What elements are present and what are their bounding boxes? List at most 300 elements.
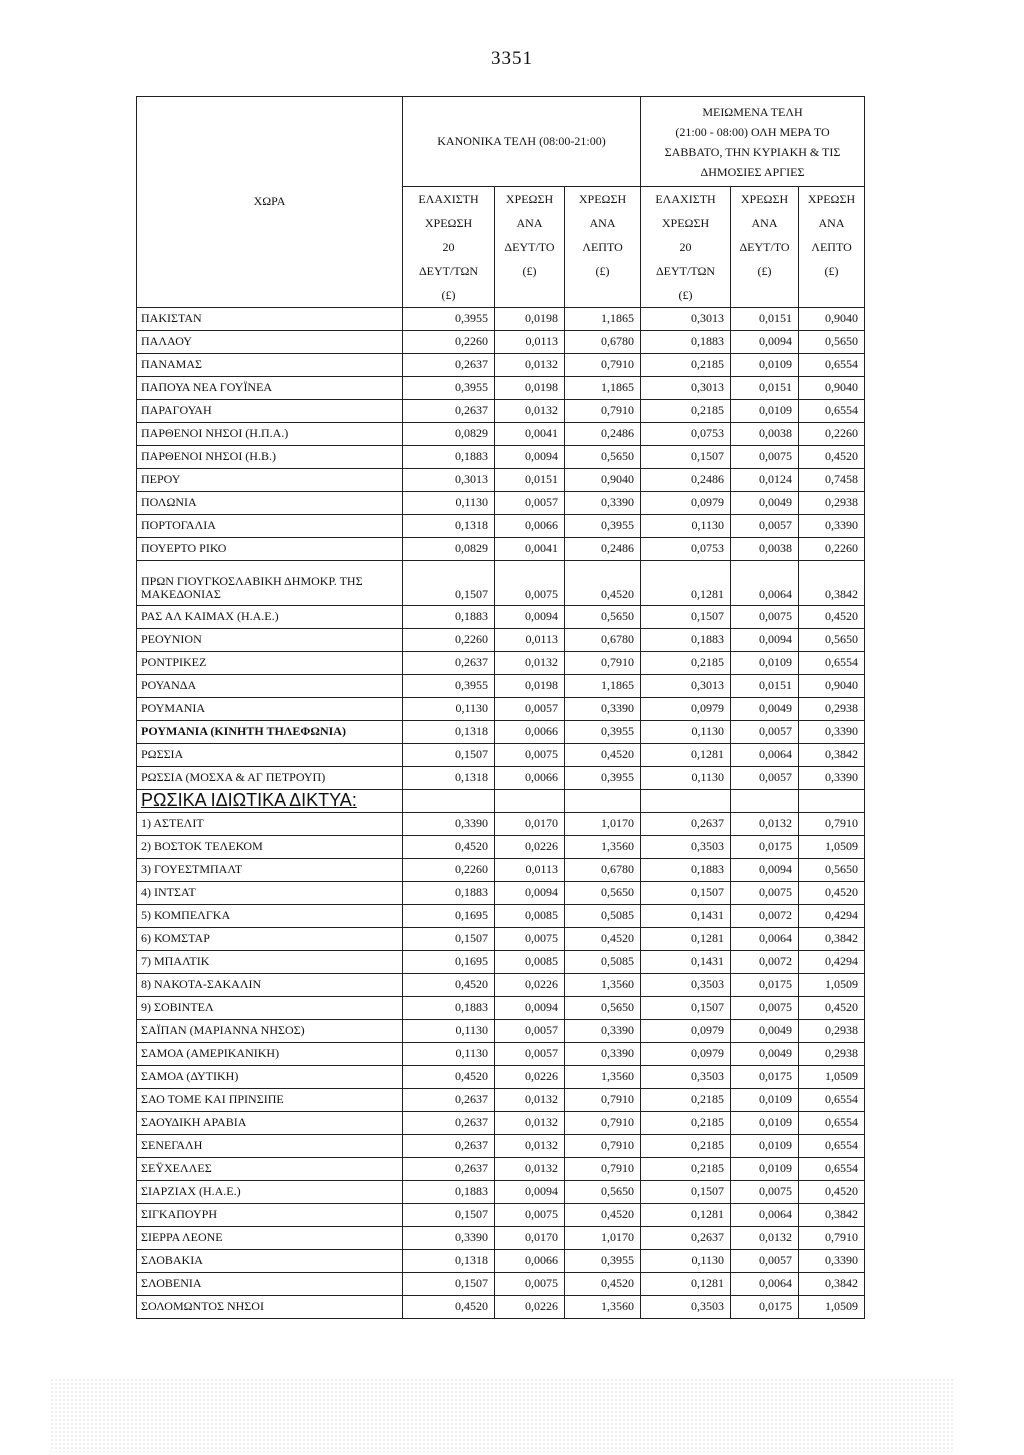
country-cell: ΠΑΠΟΥΑ ΝΕΑ ΓΟΥΪΝΕΑ (137, 377, 403, 400)
rate-cell: 0,3955 (403, 675, 495, 698)
rate-cell: 0,7910 (799, 813, 865, 836)
rate-cell: 0,0075 (731, 1181, 799, 1204)
rate-cell: 0,1883 (403, 997, 495, 1020)
country-cell: 8) ΝΑΚΟΤΑ-ΣΑΚΑΛΙΝ (137, 974, 403, 997)
rate-cell: 0,6554 (799, 1158, 865, 1181)
reduced-header-line: ΜΕΙΩΜΕΝΑ ΤΕΛΗ (702, 104, 803, 119)
rate-cell: 0,2185 (641, 1112, 731, 1135)
rate-cell: 0,2637 (641, 813, 731, 836)
table-row (137, 423, 865, 446)
rate-cell: 0,7910 (565, 400, 641, 423)
country-cell: ΣΕΫΧΕΛΛΕΣ (137, 1158, 403, 1181)
rate-cell: 0,2185 (641, 354, 731, 377)
header-line: (£) (824, 264, 839, 278)
rate-cell: 0,2637 (403, 354, 495, 377)
country-cell: ΠΑΛΑΟΥ (137, 331, 403, 354)
country-cell: ΣΟΛΟΜΩΝΤΟΣ ΝΗΣΟΙ (137, 1296, 403, 1319)
country-cell: ΠΟΥΕΡΤΟ ΡΙΚΟ (137, 538, 403, 561)
country-cell: ΡΩΣΣΙΑ (137, 744, 403, 767)
rate-cell: 0,9040 (799, 377, 865, 400)
country-cell: ΠΡΩΝ ΓΙΟΥΓΚΟΣΛΑΒΙΚΗ ΔΗΜΟΚΡ. ΤΗΣ ΜΑΚΕΔΟΝΙΑΣ (137, 561, 403, 606)
header-line: ΔΕΥΤ/ΤΟ (504, 240, 555, 254)
rate-cell: 1,0509 (799, 1066, 865, 1089)
rate-cell: 0,3390 (565, 492, 641, 515)
rate-cell (495, 790, 565, 813)
rate-cell (403, 790, 495, 813)
rate-cell: 0,0132 (495, 1158, 565, 1181)
rate-cell: 0,3013 (641, 308, 731, 331)
rate-cell: 0,1281 (641, 561, 731, 606)
table-row (137, 882, 865, 905)
rate-cell: 0,4520 (403, 1296, 495, 1319)
header-line: ΑΝΑ (818, 216, 845, 230)
rate-cell: 0,1431 (641, 951, 731, 974)
rate-cell: 0,0151 (731, 308, 799, 331)
table-row (137, 721, 865, 744)
country-cell: 2) ΒΟΣΤΟΚ ΤΕΛΕΚΟΜ (137, 836, 403, 859)
rate-cell: 0,3955 (403, 308, 495, 331)
rate-cell: 0,3013 (641, 377, 731, 400)
rate-cell: 0,3390 (565, 1020, 641, 1043)
table-row (137, 1066, 865, 1089)
rate-cell: 0,4294 (799, 905, 865, 928)
country-cell: ΣΕΝΕΓΑΛΗ (137, 1135, 403, 1158)
header-line: (£) (595, 264, 610, 278)
rate-cell: 0,4520 (799, 606, 865, 629)
rate-cell: 0,0049 (731, 1020, 799, 1043)
rate-cell: 0,1507 (641, 1181, 731, 1204)
rate-cell: 0,6554 (799, 400, 865, 423)
rate-cell: 0,0094 (495, 446, 565, 469)
rate-cell: 0,2260 (799, 423, 865, 446)
rate-cell: 0,1883 (403, 446, 495, 469)
rate-cell: 0,0057 (731, 515, 799, 538)
rate-cell: 0,0049 (731, 492, 799, 515)
rate-cell: 0,0066 (495, 767, 565, 790)
rate-cell: 0,6554 (799, 1112, 865, 1135)
table-row (137, 974, 865, 997)
rate-cell: 0,3390 (403, 813, 495, 836)
rate-cell: 1,3560 (565, 974, 641, 997)
rate-cell: 0,3390 (403, 1227, 495, 1250)
rate-cell: 0,3390 (799, 767, 865, 790)
rate-cell: 0,0066 (495, 1250, 565, 1273)
rate-cell: 0,5650 (799, 859, 865, 882)
rate-cell: 0,7910 (565, 1089, 641, 1112)
rate-cell: 0,1883 (403, 882, 495, 905)
rate-cell: 0,0979 (641, 698, 731, 721)
rate-cell: 0,1695 (403, 905, 495, 928)
table-row (137, 1250, 865, 1273)
rate-cell: 0,5085 (565, 905, 641, 928)
rate-cell: 1,3560 (565, 836, 641, 859)
rate-cell: 0,0064 (731, 561, 799, 606)
rate-cell: 0,0226 (495, 1066, 565, 1089)
rate-cell: 0,0151 (495, 469, 565, 492)
rate-cell: 0,1507 (641, 606, 731, 629)
rate-cell: 0,0109 (731, 1158, 799, 1181)
rate-cell: 0,1130 (403, 698, 495, 721)
rate-cell: 0,5650 (799, 331, 865, 354)
table-row (137, 1296, 865, 1319)
rate-cell: 1,0509 (799, 1296, 865, 1319)
rate-cell: 0,0132 (731, 813, 799, 836)
rate-cell: 0,7910 (799, 1227, 865, 1250)
rate-cell: 0,7910 (565, 354, 641, 377)
rate-cell: 0,0057 (731, 721, 799, 744)
rate-cell: 0,0064 (731, 1204, 799, 1227)
rate-cell: 0,0094 (731, 331, 799, 354)
rate-cell: 0,0041 (495, 423, 565, 446)
rate-cell: 0,0094 (731, 859, 799, 882)
header-line: ΧΡΕΩΣΗ (505, 192, 554, 206)
rate-cell: 0,1883 (641, 331, 731, 354)
rate-cell: 0,0132 (495, 400, 565, 423)
rate-cell: 0,0094 (495, 997, 565, 1020)
country-cell: ΣΙΑΡΖΙΑΧ (Η.Α.Ε.) (137, 1181, 403, 1204)
rate-cell: 0,0075 (495, 561, 565, 606)
rate-cell: 0,0175 (731, 1066, 799, 1089)
table-row (137, 652, 865, 675)
country-cell: ΣΑΪΠΑΝ (ΜΑΡΙΑΝΝΑ ΝΗΣΟΣ) (137, 1020, 403, 1043)
rate-cell: 0,4520 (799, 1181, 865, 1204)
header-country: ΧΩΡΑ (137, 97, 403, 308)
rate-cell: 0,0057 (495, 698, 565, 721)
country-cell: ΡΕΟΥΝΙΟΝ (137, 629, 403, 652)
country-cell: ΣΛΟΒΕΝΙΑ (137, 1273, 403, 1296)
rate-cell: 0,3842 (799, 1204, 865, 1227)
rate-cell: 0,3013 (641, 675, 731, 698)
country-cell: ΠΕΡΟΥ (137, 469, 403, 492)
rate-cell: 0,3390 (799, 721, 865, 744)
rate-cell: 0,1130 (641, 767, 731, 790)
table-row (137, 469, 865, 492)
rate-cell: 0,0075 (495, 744, 565, 767)
country-cell: ΣΙΕΡΡΑ ΛΕΟΝΕ (137, 1227, 403, 1250)
rate-cell: 0,0132 (495, 652, 565, 675)
rate-cell (565, 790, 641, 813)
rate-cell: 0,1507 (403, 1204, 495, 1227)
rate-cell: 0,6554 (799, 652, 865, 675)
rate-cell: 0,0109 (731, 1112, 799, 1135)
rate-cell: 0,0057 (495, 492, 565, 515)
rate-cell: 0,4520 (565, 744, 641, 767)
rate-cell: 0,0085 (495, 905, 565, 928)
rate-cell: 0,0829 (403, 423, 495, 446)
rate-cell (799, 790, 865, 813)
rate-cell: 0,0066 (495, 515, 565, 538)
rate-cell: 0,0109 (731, 1135, 799, 1158)
table-row (137, 790, 865, 813)
country-cell: ΠΑΚΙΣΤΑΝ (137, 308, 403, 331)
rate-cell: 0,0064 (731, 928, 799, 951)
rate-cell: 0,1507 (403, 1273, 495, 1296)
country-cell: 5) ΚΟΜΠΕΛΓΚΑ (137, 905, 403, 928)
rate-cell: 0,0049 (731, 698, 799, 721)
rate-cell: 1,0170 (565, 1227, 641, 1250)
table-row (137, 675, 865, 698)
rate-cell: 0,4520 (565, 928, 641, 951)
rate-cell: 0,1318 (403, 767, 495, 790)
header-line: (£) (441, 288, 456, 302)
rate-cell: 0,1281 (641, 1273, 731, 1296)
rate-cell: 0,2938 (799, 492, 865, 515)
rate-cell: 0,3390 (565, 1043, 641, 1066)
rate-cell: 0,0109 (731, 652, 799, 675)
table-row (137, 1227, 865, 1250)
rate-cell: 0,3503 (641, 836, 731, 859)
rate-cell: 0,0057 (731, 1250, 799, 1273)
rate-cell: 0,2260 (403, 331, 495, 354)
rate-cell: 0,2637 (403, 1089, 495, 1112)
rate-cell: 0,0132 (495, 1089, 565, 1112)
rate-cell: 0,3390 (799, 1250, 865, 1273)
table-row (137, 1158, 865, 1181)
header-line: 20 (679, 240, 692, 254)
rate-cell: 1,0509 (799, 974, 865, 997)
rate-cell: 0,2486 (641, 469, 731, 492)
rate-cell: 0,1281 (641, 744, 731, 767)
page-number: 3351 (491, 48, 533, 69)
country-cell: ΣΑΜΟΑ (ΑΜΕΡΙΚΑΝΙΚΗ) (137, 1043, 403, 1066)
rate-cell: 0,1883 (403, 606, 495, 629)
rate-cell: 0,0057 (731, 767, 799, 790)
rate-cell: 1,1865 (565, 308, 641, 331)
header-col-min-charge-reduced (641, 187, 731, 308)
country-cell: ΡΟΝΤΡΙΚΕΖ (137, 652, 403, 675)
rate-cell: 0,1507 (641, 997, 731, 1020)
rate-cell: 0,2637 (403, 1112, 495, 1135)
rate-cell: 0,0094 (495, 882, 565, 905)
rate-cell: 0,2486 (565, 538, 641, 561)
rate-cell: 0,0041 (495, 538, 565, 561)
country-cell: ΠΟΛΩΝΙΑ (137, 492, 403, 515)
header-line: ΧΡΕΩΣΗ (807, 192, 856, 206)
reduced-header-line: ΣΑΒΒΑΤΟ, ΤΗΝ ΚΥΡΙΑΚΗ & ΤΙΣ (664, 144, 841, 159)
table-row (137, 836, 865, 859)
rate-cell: 0,6554 (799, 1089, 865, 1112)
rate-cell: 0,0075 (731, 606, 799, 629)
rate-cell: 0,0979 (641, 492, 731, 515)
table-row (137, 377, 865, 400)
rate-cell: 0,3842 (799, 744, 865, 767)
scan-noise (50, 1378, 954, 1452)
rate-cell: 0,3503 (641, 1066, 731, 1089)
rate-cell: 0,9040 (799, 308, 865, 331)
country-cell: ΡΟΥΜΑΝΙΑ (ΚΙΝΗΤΗ ΤΗΛΕΦΩΝΙΑ) (137, 721, 403, 744)
rate-cell: 0,0979 (641, 1020, 731, 1043)
country-cell: ΣΛΟΒΑΚΙΑ (137, 1250, 403, 1273)
header-line: ΧΡΕΩΣΗ (424, 216, 473, 230)
rate-cell: 0,1130 (641, 515, 731, 538)
rate-cell: 0,0094 (731, 629, 799, 652)
header-line: ΛΕΠΤΟ (811, 240, 852, 254)
rate-cell: 0,0064 (731, 744, 799, 767)
country-cell: ΠΑΡΑΓΟΥΑΗ (137, 400, 403, 423)
table-row (137, 905, 865, 928)
rate-cell: 0,0175 (731, 1296, 799, 1319)
rate-cell: 0,3503 (641, 1296, 731, 1319)
rate-cell: 1,3560 (565, 1066, 641, 1089)
header-normal-rates: ΚΑΝΟΝΙΚΑ ΤΕΛΗ (08:00-21:00) (403, 97, 641, 187)
rate-cell: 0,2185 (641, 1135, 731, 1158)
rate-cell: 0,0753 (641, 538, 731, 561)
country-cell: 4) ΙΝΤΣΑΤ (137, 882, 403, 905)
rate-cell: 0,1431 (641, 905, 731, 928)
header-line: ΛΕΠΤΟ (582, 240, 623, 254)
rate-cell: 0,0109 (731, 354, 799, 377)
table-row (137, 1204, 865, 1227)
rate-cell: 0,0072 (731, 905, 799, 928)
rate-cell: 0,0038 (731, 538, 799, 561)
rate-cell: 0,2637 (403, 652, 495, 675)
header-line: ΑΝΑ (751, 216, 778, 230)
header-line: ΔΕΥΤ/ΤΩΝ (418, 264, 479, 278)
rate-cell: 0,0109 (731, 400, 799, 423)
rate-cell: 0,0057 (495, 1043, 565, 1066)
rate-cell: 0,4520 (799, 882, 865, 905)
rate-cell: 0,2637 (403, 1135, 495, 1158)
header-line: ΧΡΕΩΣΗ (578, 192, 627, 206)
rate-cell: 0,0132 (731, 1227, 799, 1250)
table-row (137, 813, 865, 836)
header-line: ΑΝΑ (589, 216, 616, 230)
rate-cell: 0,0132 (495, 354, 565, 377)
country-cell: ΠΟΡΤΟΓΑΛΙΑ (137, 515, 403, 538)
rate-cell: 0,0075 (495, 1204, 565, 1227)
table-row (137, 951, 865, 974)
header-line: (£) (678, 288, 693, 302)
country-cell: ΠΑΡΘΕΝΟΙ ΝΗΣΟΙ (Η.Π.Α.) (137, 423, 403, 446)
table-row (137, 538, 865, 561)
rate-cell: 0,5650 (565, 882, 641, 905)
table-row (137, 997, 865, 1020)
rate-cell: 0,0075 (731, 997, 799, 1020)
rate-cell: 0,7458 (799, 469, 865, 492)
rate-cell: 0,4520 (799, 446, 865, 469)
rate-cell: 0,0170 (495, 813, 565, 836)
table-row (137, 354, 865, 377)
rate-cell: 0,0226 (495, 836, 565, 859)
rate-cell: 0,1507 (641, 446, 731, 469)
header-line: (£) (757, 264, 772, 278)
rate-cell: 0,1883 (641, 859, 731, 882)
rate-cell: 0,4520 (565, 1273, 641, 1296)
rate-cell: 0,2938 (799, 1020, 865, 1043)
rate-cell: 0,6554 (799, 1135, 865, 1158)
rate-cell: 0,3955 (565, 1250, 641, 1273)
rate-cell: 0,3390 (799, 515, 865, 538)
rate-cell: 0,1318 (403, 515, 495, 538)
rate-cell: 0,4520 (565, 1204, 641, 1227)
rate-cell: 0,9040 (799, 675, 865, 698)
table-row (137, 606, 865, 629)
rate-cell: 0,0094 (495, 606, 565, 629)
country-cell: ΣΑΟΥΔΙΚΗ ΑΡΑΒΙΑ (137, 1112, 403, 1135)
rate-cell: 0,0198 (495, 308, 565, 331)
rate-cell: 0,0132 (495, 1135, 565, 1158)
header-col-min-charge (403, 187, 495, 308)
rate-cell: 0,6780 (565, 859, 641, 882)
rate-cell: 0,4520 (799, 997, 865, 1020)
rate-cell: 0,0124 (731, 469, 799, 492)
table-row (137, 859, 865, 882)
rate-cell: 0,0170 (495, 1227, 565, 1250)
header-line: ΧΡΕΩΣΗ (740, 192, 789, 206)
rate-cell: 0,1318 (403, 721, 495, 744)
rate-cell: 1,3560 (565, 1296, 641, 1319)
rate-cell: 0,2185 (641, 400, 731, 423)
reduced-header-line: ΔΗΜΟΣΙΕΣ ΑΡΓΙΕΣ (700, 164, 805, 179)
rate-cell: 0,2185 (641, 652, 731, 675)
header-line: 20 (442, 240, 455, 254)
rate-cell: 0,0075 (731, 882, 799, 905)
table-row (137, 629, 865, 652)
rate-cell: 0,0175 (731, 836, 799, 859)
table-row (137, 561, 865, 606)
rate-cell: 0,0113 (495, 331, 565, 354)
rate-cell: 0,4520 (565, 561, 641, 606)
rate-cell: 0,2260 (403, 859, 495, 882)
rate-cell: 0,0113 (495, 629, 565, 652)
table-row (137, 492, 865, 515)
rate-cell: 0,6780 (565, 331, 641, 354)
rate-cell: 0,0151 (731, 675, 799, 698)
rate-cell: 0,3955 (565, 721, 641, 744)
rate-cell: 0,5650 (565, 997, 641, 1020)
header-col-per-sec (495, 187, 565, 308)
rate-cell: 0,2938 (799, 1043, 865, 1066)
table-row (137, 308, 865, 331)
country-cell: 3) ΓΟΥΕΣΤΜΠΑΛΤ (137, 859, 403, 882)
rate-cell: 0,2637 (403, 400, 495, 423)
rate-cell: 0,1318 (403, 1250, 495, 1273)
rate-cell: 0,2185 (641, 1089, 731, 1112)
country-cell: ΡΩΣΙΚΑ ΙΔΙΩΤΙΚΑ ΔΙΚΤΥΑ: (137, 790, 403, 813)
header-line: (£) (522, 264, 537, 278)
header-reduced-rates (641, 97, 865, 187)
table-row (137, 1181, 865, 1204)
header-line: ΔΕΥΤ/ΤΩΝ (655, 264, 716, 278)
rate-cell: 0,4294 (799, 951, 865, 974)
country-cell: ΣΑΜΟΑ (ΔΥΤΙΚΗ) (137, 1066, 403, 1089)
rate-cell: 0,1130 (403, 1020, 495, 1043)
reduced-header-line: (21:00 - 08:00) ΟΛΗ ΜΕΡΑ ΤΟ (675, 124, 830, 139)
rate-cell: 0,6554 (799, 354, 865, 377)
country-cell: 6) ΚΟΜΣΤΑΡ (137, 928, 403, 951)
rate-cell: 0,3503 (641, 974, 731, 997)
country-cell: 7) ΜΠΑΛΤΙΚ (137, 951, 403, 974)
rate-cell: 0,1507 (403, 928, 495, 951)
rate-cell: 0,7910 (565, 652, 641, 675)
rate-cell: 0,7910 (565, 1135, 641, 1158)
rate-cell: 0,0038 (731, 423, 799, 446)
header-line: ΧΡΕΩΣΗ (661, 216, 710, 230)
table-row (137, 928, 865, 951)
table-row (137, 1020, 865, 1043)
rate-cell: 0,0064 (731, 1273, 799, 1296)
rate-cell: 0,1695 (403, 951, 495, 974)
rate-cell: 0,3842 (799, 928, 865, 951)
table-row (137, 1135, 865, 1158)
table-row (137, 515, 865, 538)
rate-cell: 0,6780 (565, 629, 641, 652)
country-cell: ΣΙΓΚΑΠΟΥΡΗ (137, 1204, 403, 1227)
rate-cell: 0,7910 (565, 1112, 641, 1135)
rate-cell: 0,0151 (731, 377, 799, 400)
rate-cell: 0,0075 (495, 928, 565, 951)
header-line: ΑΝΑ (516, 216, 543, 230)
